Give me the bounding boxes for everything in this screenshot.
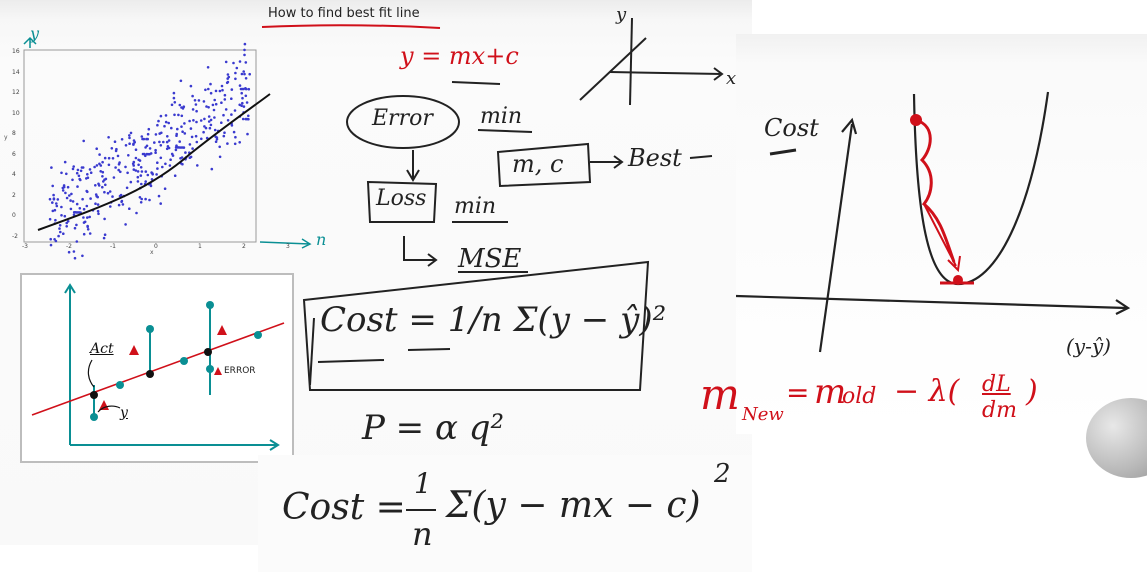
min-label-2: min [454,194,497,219]
error-axis-label: (y-ŷ) [1066,334,1111,358]
scatter-x-tick: -3 [22,243,28,250]
m-new-subscript: New [742,404,784,425]
scatter-y-tick: 4 [12,171,16,178]
line-equation: y = mx+c [400,42,519,70]
m-old-symbol: m [814,372,847,412]
scatter-y-tick: 8 [12,130,16,137]
bottom-exponent: 2 [714,459,731,489]
scatter-x-tick: 1 [198,243,202,250]
bottom-numerator: 1 [414,467,432,500]
page-title: How to find best fit line [268,6,420,21]
m-new-symbol: m [700,370,740,419]
predicted-label: y [120,405,128,421]
bottom-denominator: n [412,515,433,553]
mini-axis-y-label: y [616,4,627,25]
scatter-x-title: x [150,249,154,256]
min-label-1: min [480,104,523,129]
m-old-subscript: old [842,384,877,409]
actual-value-label: Act [90,341,114,357]
bottom-fraction-bar [406,509,436,511]
lambda-term: − λ( [894,374,960,409]
scatter-y-tick: 0 [12,212,16,219]
fraction-denominator: dm [982,398,1017,423]
loss-word: Loss [376,186,427,211]
scatter-x-arrow-label: n [316,230,327,249]
mse-label: MSE [458,244,522,274]
scatter-x-tick: 2 [242,243,246,250]
cost-axis-label: Cost [764,114,819,142]
scatter-y-tick: -2 [12,232,18,240]
scatter-y-tick: 10 [12,109,20,117]
bottom-formula-board [258,455,752,572]
error-label: ERROR [224,366,256,376]
scatter-y-title: y [4,134,8,141]
scatter-y-arrow-label: y [30,24,40,43]
scatter-y-tick: 6 [12,150,16,158]
mini-axis-x-label: x [726,68,737,89]
fraction-numerator: dL [982,372,1011,397]
scatter-x-tick: -2 [66,243,72,250]
cost-curve-board: Cost (y-ŷ) m New = m old − λ( dL dm ) [736,34,1147,434]
cost-parabola [914,92,1048,284]
scatter-x-tick: -1 [110,243,116,250]
bottom-sum-expression: Σ(y − mx − c) [446,485,701,526]
scatter-y-tick: 12 [12,89,20,96]
bottom-cost-label: Cost = [282,487,406,528]
scatter-x-tick: 3 [286,243,290,250]
scatter-y-tick: 14 [12,68,20,76]
gradient-descent-path [916,120,954,262]
error-word: Error [372,106,433,131]
p-formula: P = α q² [362,408,505,448]
scatter-y-tick: 16 [12,48,20,55]
scatter-y-tick: 2 [12,191,16,199]
cost-mse-formula: Cost = 1/n Σ(y − ŷ)² [320,300,667,340]
params-label: m, c [512,150,564,178]
closing-paren: ) [1026,374,1038,409]
scatter-x-tick: 0 [154,243,158,250]
best-label: Best [628,144,682,172]
